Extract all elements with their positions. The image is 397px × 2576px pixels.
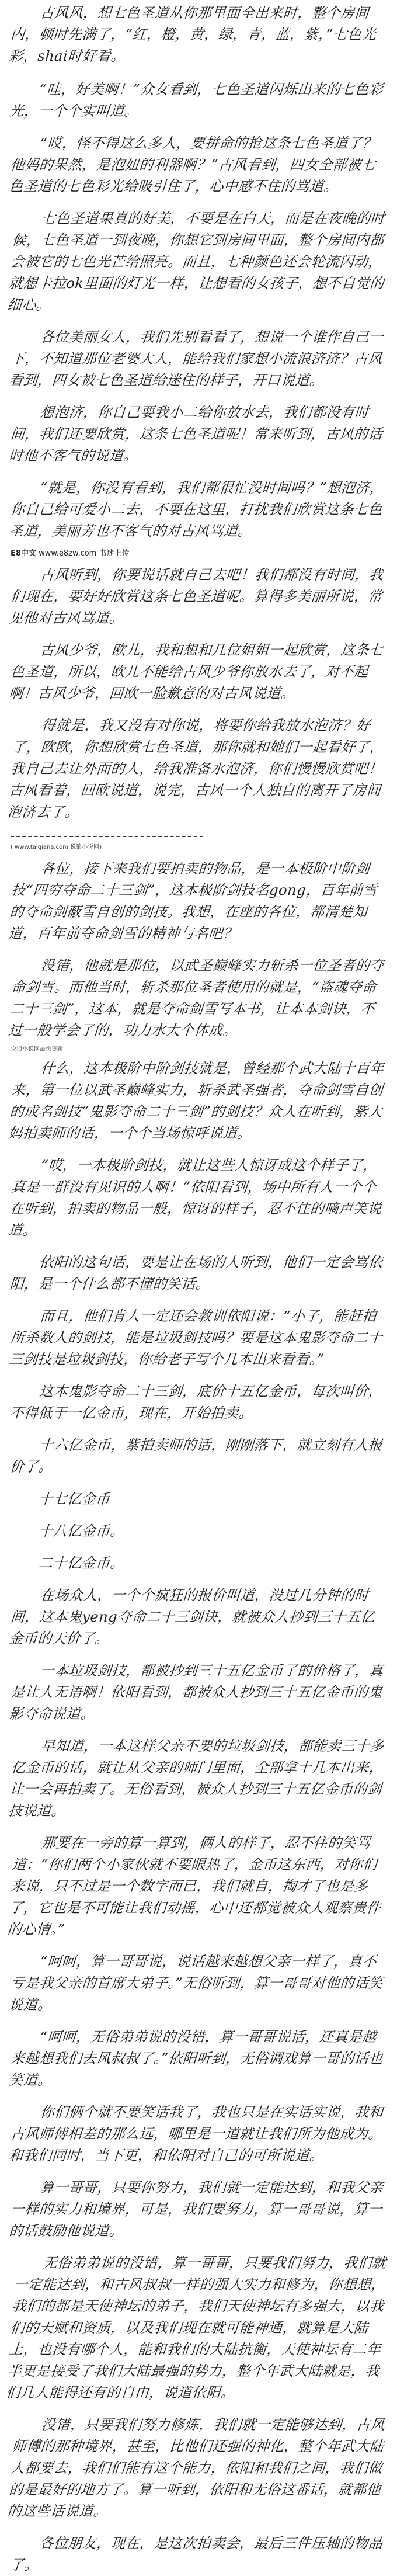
paragraph: 在场众人，一个个疯狂的报价叫道，没过几分钟的时间，这本鬼yeng夺命二十三剑诀，就被众人抄到三十五亿金币的天价了。 [8,1587,376,1647]
paragraph: 十七亿金币 [38,1491,111,1507]
paragraph: “呵呵，无俗弟弟说的没错，算一哥哥说话，还真是越来越想我们去风叔叔了。”依阳听到，无俗调戏算一哥的话也笑道。 [8,2029,384,2088]
paragraph: 没错，只要我们努力修炼，我们就一定能够达到，古风师傅的那种境界，甚至，比他们还强的神化，整个年武大陆人都要去，我们们能有这个能力，依阳和我们之间，我们做的是最好的地方了。算一听到，依阳和无俗这番话，就都他的这些话说道。 [6,2417,386,2519]
paragraph: 古风听到，你要说话就自己去吧！我们都没有时间，我们现在，要好好欣赏这条七色圣道呢。算得多美丽所说，常见他对古风骂道。 [8,567,384,626]
watermark-prefix: E8中文 [11,549,36,558]
paragraph: 古风风，想七色圣道从你那里面全出来时，整个房间内，顿时先满了，“红，橙，黄，绿，青，蓝，紫，”七色光彩，shai时好看。 [8,5,377,64]
paragraph: “就是，你没有看到，我们都很忙没时间吗？”想泡济，你自己给可爱小二去，不要在这里，打扰我们欣赏这条七色圣道，美丽芳也不客气的对古风骂道。 [8,480,385,539]
paragraph: 这本鬼影夺命二十三剑，底价十五亿金币，每次叫价，不得低于一亿金币，现在，开始拍卖。 [9,1383,384,1421]
paragraph: 想泡济，你自己要我小二给你放水去，我们都没有时间，我们还要欣赏，这条七色圣道呢！常来听到，古风的话时他不客气的说道。 [8,404,384,464]
paragraph: “哎，一本极阶剑技，就让这些人惊讶成这个样子了，真是一群没有见识的人啊！”依阳看到，场中所有人一个个在听到，拍卖的物品一般，惊讶的样子，忍不住的嘀声笑说道。 [8,1157,382,1238]
paragraph: 早知道，一本这样父亲不要的垃圾剑技，都能卖三十多亿金币的话，就让从父亲的师门里面，全部拿十几本出来，让一会再拍卖了。无俗看到，被众人抄到三十五亿金币的剑技说道。 [8,1738,385,1819]
paragraph: 二十亿金币。 [38,1555,126,1571]
paragraph: 古风少爷，欧儿，我和想和几位姐姐一起欣赏，这条七色圣道，所以，欧儿不能给古风少爷你放水去了，对不起啊！古风少爷，回欧一脸歉意的对古风说道。 [8,642,384,702]
paragraph: “哎，怪不得这么多人，要拼命的抢这条七色圣道了？他妈的果然，是泡妞的利器啊？”古风看到，四女全部被七色圣道的七色彩光给吸引住了，心中感不住的骂道。 [8,135,377,195]
paragraph: “呵呵，算一哥哥说，说话越来越想父亲一样了，真不亏是我父亲的首席大弟子。”无俗听到，算一哥哥对他的话笑说道。 [8,1953,384,2013]
section-divider [11,836,203,837]
paragraph: 什么，这本极阶中阶剑技就是，曾经那个武大陆十百年来，第一位以武圣巅峰实力，斩杀武圣强者，夺命剑雪自创的成名剑技“鬼影夺命二十三剑”的剑技？众人在听到，紫大妈拍卖师的话，一个个当场惊呼说道。 [8,1060,385,1141]
paragraph: “哇，好美啊！”众女看到，七色圣道闪烁出来的七色彩光，一个个实叫道。 [9,81,384,119]
paragraph: 算一哥哥，只要你努力，我们就一定能达到，和我父亲一样的实力和境界，可是，我们要努力，算一哥哥说，算一的话鼓励他说道。 [8,2179,384,2239]
watermark-url[interactable]: www.e8zw.com [39,549,97,558]
paragraph: 那要在一旁的算一算到，俩人的样子，忍不住的笑骂道：“你们两个小家伙就不要眼热了，金币这东西，对你们来说，只不过是一个数字而已，我们就自，掏才了也是多了，它也是不可能让我们动摇，心中还都觉被众人观察贵件的心情。” [6,1835,382,1938]
site-note: ( www.taiqiana.com 说狼小说网) [11,844,102,850]
paragraph: 各位，接下来我们要拍卖的物品，是一本极阶中阶剑技“四穷夺命二十三剑”，这本极阶剑技名gong，百年前雪的夺命剑蔽雪自创的剑技。我想，在座的各位，都清楚知道，百年前夺命剑雪的精神与名吧？ [8,860,378,942]
paragraph: 十八亿金币。 [38,1523,126,1539]
paragraph: 一本垃圾剑技，都被抄到三十五亿金币了的价格了，真是让人无语啊！依阳看到，都被众人抄到三十五亿金币的鬼影夺命说道。 [8,1662,384,1722]
site-note: 说狼小说网最快更新 [11,1046,63,1053]
paragraph: 十六亿金币，紫拍卖师的话，刚刚落下，就立刻有人报价了。 [9,1437,384,1475]
paragraph: 各位朋友，现在，是这次拍卖会，最后三件压轴的物品了。 [9,2535,384,2573]
paragraph: 各位美丽女人，我们先别看看了，想说一个谁作自己一下，不知道那位老婆大人，能给我们家想小流浪济济？古风看到，四女被七色圣道给迷住的样子，开口说道。 [8,329,384,388]
paragraph: 没错，他就是那位，以武圣巅峰实力斩杀一位圣者的夺命剑雪。而他当时，斩杀那位圣者使用的就是，“盗魂夺命二十三剑”，这本，就是夺命剑雪写本书，让本本剑诀，不过一般学会了的，功力水大个体成。 [8,957,385,1039]
paragraph: 无俗弟弟说的没错，算一哥哥，只要我们努力，我们就一定能达到，和古风叔叔一样的强大实力和修为，你想想，我们的都是天使神坛的弟子，我们天使神坛有多强大，以我们的天赋和资质，以及我们现在就可能神通，就算是大陆上，也没有哪个人，能和我们的大陆抗衡，天使神坛有二年半更是接受了我们大陆最强的势力，整个年武大陆就是，我们几人能得还有的自由，说道依阳。 [5,2255,387,2401]
paragraph: 七色圣道果真的好美，不要是在白天，而是在夜晚的时候，七色圣道一到夜晚，你想它到房间里面，整个房间内都会被它的七色光芒给照亮。而且，七种颜色还会轮流闪动，就想卡拉ok里面的灯光一样，让想看的女孩子，想不自觉的细心。 [6,210,386,313]
paragraph: 你们俩个就不要笑话我了，我也只是在实话实说，我和古风师傅相差的那么远，哪里是一道就让我们所为他成为。和我们同时，当下更，和依阳对自己的可所说道。 [8,2104,384,2164]
site-watermark [11,549,386,558]
paragraph: 得就是，我又没有对你说，将要你给我放水泡济？好了，欧欧，你想欣赏七色圣道，那你就和她们一起看好了，我自己去让外面的人，给我准备水泡济，你们慢慢欣赏吧！古风看着，回欧说道，说完，古风一个人独自的离开了房间泡济去了。 [6,717,385,820]
watermark-suffix: 书迷上传 [99,549,130,558]
paragraph: 依阳的这句话，要是让在场的人听到，他们一定会骂依阳，是一个什么都不懂的笑话。 [9,1254,384,1292]
paragraph: 而且，他们肯人一定还会教训依阳说：“小子，能赶拍所杀数人的剑技，能是垃圾剑技吗？要是这本鬼影夺命二十三剑技是垃圾剑技，你给老子写个几本出来看看。” [8,1308,384,1367]
